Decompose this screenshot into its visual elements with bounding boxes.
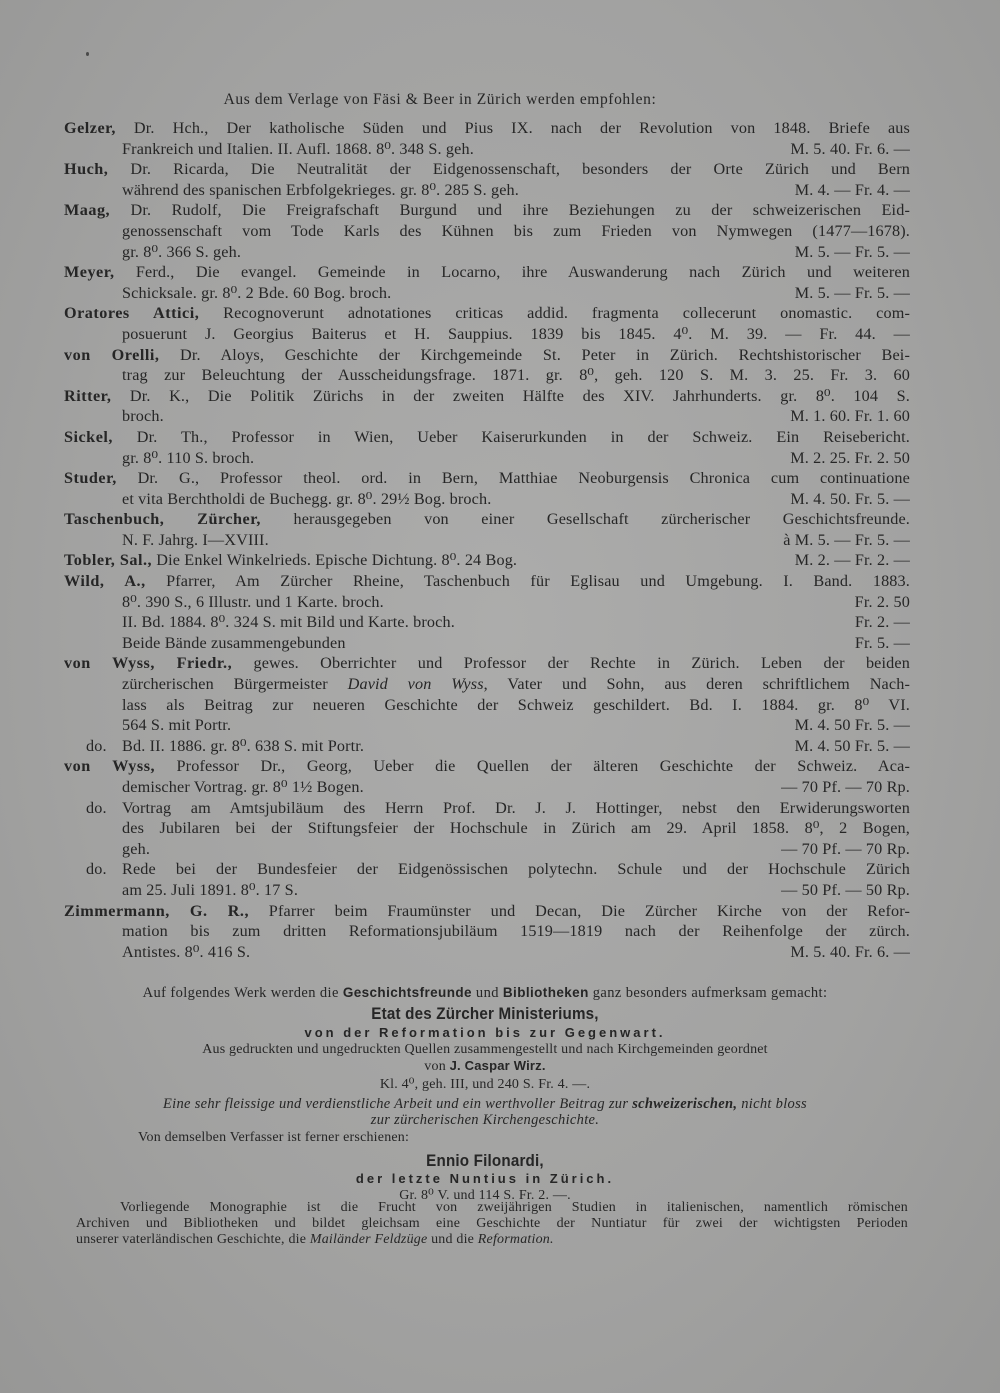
author-name: Studer, xyxy=(64,469,117,488)
para-text: unserer vaterländischen Geschichte, die xyxy=(76,1232,310,1247)
entry-line-body xyxy=(122,921,910,942)
entry-line xyxy=(64,818,910,839)
entry-title: Dr. Th., Professor in Wien, Ueber Kaiserurkunden in der Schweiz. Ein Reisebericht. xyxy=(112,427,910,446)
book-entry xyxy=(64,571,910,653)
book-entry xyxy=(64,262,910,303)
featured-author: J. Caspar Wirz. xyxy=(449,1058,546,1073)
ditto-mark: do. xyxy=(86,860,107,879)
entry-text: Beide Bände zusammengebunden xyxy=(122,633,346,652)
entry-line-body xyxy=(122,613,455,631)
entry-title: Ferd., Die evangel. Gemeinde in Locarno, ihre Auswanderung nach Zürich und weiteren xyxy=(114,263,910,282)
description-paragraph xyxy=(76,1200,908,1248)
price: M. 5. — Fr. 5. — xyxy=(794,242,910,261)
entry-text: Frankreich und Italien. II. Aufl. 1868. 8⁰. 348 S. geh. xyxy=(122,139,474,158)
entry-line xyxy=(64,386,910,407)
entry-text: Antistes. 8⁰. 416 S. xyxy=(122,942,251,961)
entry-line-body xyxy=(122,365,910,386)
entry-line xyxy=(64,550,910,571)
ink-speck xyxy=(86,52,89,56)
author-name: Huch, xyxy=(64,160,109,179)
book-entry xyxy=(64,200,910,262)
entry-text: mation bis zum dritten Reformationsjubiläum 1519—1819 nach der Reihenfolge der zürch. xyxy=(122,922,910,941)
praise-bold: schweizerischen, xyxy=(632,1096,738,1112)
praise-text-2: nicht bloss xyxy=(737,1096,807,1112)
price: M. 5. 40. Fr. 6. — xyxy=(790,139,910,158)
entry-line xyxy=(64,200,910,221)
book-entry xyxy=(64,159,910,200)
entry-text: 8⁰. 390 S., 6 Illustr. und 1 Karte. broch. xyxy=(122,592,384,611)
book-entry xyxy=(64,756,910,900)
entry-line xyxy=(64,592,910,613)
price: — 50 Pf. — 50 Rp. xyxy=(781,880,910,899)
entry-line xyxy=(64,530,910,551)
entry-title: Recognoverunt adnotationes criticas addid. fragmenta collecerunt onomastic. com- xyxy=(199,304,910,323)
entry-line xyxy=(64,303,910,324)
entry-text: des Jubilaren bei der Stiftungsfeier der Hochschule in Zürich am 29. April 1858. 8⁰, 2 Bogen, xyxy=(122,819,910,838)
notice-intro xyxy=(60,985,910,1001)
entry-line xyxy=(64,653,910,674)
entry-line xyxy=(64,118,910,139)
author-name: von Orelli, xyxy=(64,345,160,364)
praise-line-1 xyxy=(60,1096,910,1112)
ditto-mark: do. xyxy=(86,736,107,755)
featured-title: Etat des Zürcher Ministeriums, xyxy=(371,1005,599,1023)
entry-text: Schicksale. gr. 8⁰. 2 Bde. 60 Bog. broch. xyxy=(122,283,392,302)
para-line-1: Vorliegende Monographie ist die Frucht von zweijährigen Studien in italienischen, namentlich römischen xyxy=(120,1200,908,1215)
entry-title: Dr. Ricarda, Die Neutralität der Eidgenossenschaft, besonders der Orte Zürich und Bern xyxy=(108,160,910,179)
intro-bold-2: Bibliotheken xyxy=(502,985,589,1000)
featured-format: Kl. 4⁰, geh. III, und 240 S. Fr. 4. —. xyxy=(379,1077,591,1092)
entry-line-body xyxy=(122,324,910,345)
entry-text: genossenschaft vom Tode Karls des Kühnen bis zum Frieden von Nymwegen (1477—1678). xyxy=(122,221,910,240)
para-line-2: Archiven und Bibliotheken und bildet gleichsam eine Geschichte der Nuntiatur für zwei der wichtigsten Perioden xyxy=(76,1216,908,1231)
entry-text: trag zur Beleuchtung der Ausscheidungsfrage. 1871. gr. 8⁰, geh. 120 S. M. 3. 25. Fr. 3. 60 xyxy=(122,366,910,385)
price: M. 1. 60. Fr. 1. 60 xyxy=(790,407,910,426)
intro-bold-1: Geschichtsfreunde xyxy=(342,985,472,1000)
praise-text: Eine sehr fleissige und verdienstliche Arbeit und ein werthvoller Beitrag zur xyxy=(163,1096,633,1112)
author-name: Gelzer, xyxy=(64,119,116,137)
entry-line xyxy=(64,159,910,180)
entry-line-body xyxy=(64,551,517,569)
entry-text: geh. xyxy=(122,839,151,858)
entry-line-body xyxy=(64,756,910,777)
entry-line-body xyxy=(64,262,910,283)
entry-title: Dr. K., Die Politik Zürichs in der zweiten Hälfte des XIV. Jahrhunderts. gr. 8⁰. 104 S. xyxy=(111,386,910,405)
entry-line xyxy=(64,942,910,963)
entry-line xyxy=(64,427,910,448)
para-line-3 xyxy=(76,1232,908,1248)
entry-line-body xyxy=(122,859,910,880)
entry-line-body xyxy=(64,345,910,366)
price: à M. 5. — Fr. 5. — xyxy=(783,530,910,549)
by-text: von xyxy=(424,1059,450,1074)
entry-text: broch. xyxy=(122,407,164,426)
entry-line-body xyxy=(64,200,910,221)
price: M. 4. — Fr. 4. — xyxy=(794,180,910,199)
entry-line-body xyxy=(122,798,910,819)
second-format: Gr. 8⁰ V. und 114 S. Fr. 2. —. xyxy=(399,1188,571,1203)
entry-line xyxy=(64,901,910,922)
entry-line-body xyxy=(122,449,254,467)
entry-text: Bd. II. 1886. gr. 8⁰. 638 S. mit Portr. xyxy=(122,736,365,755)
author-name: Ritter, xyxy=(64,386,112,405)
entry-title: Die Enkel Winkelrieds. Epische Dichtung. 8⁰. 24 Bog. xyxy=(152,551,518,570)
entry-text: II. Bd. 1884. 8⁰. 324 S. mit Bild und Karte. broch. xyxy=(122,613,455,632)
entry-line-body xyxy=(122,695,910,716)
entry-line xyxy=(64,406,910,427)
entry-line xyxy=(64,756,910,777)
entry-text: posuerunt J. Georgius Baiterus et H. Sauppius. 1839 bis 1845. 4⁰. M. 39. — Fr. 44. — xyxy=(122,324,910,343)
book-list xyxy=(64,118,910,962)
author-name: von Wyss, Friedr., xyxy=(64,654,233,673)
entry-line-body xyxy=(64,653,910,674)
entry-text: zürcherischen Bürgermeister David von Wyss, Vater und Sohn, aus deren schriftlichem Nach- xyxy=(122,675,910,694)
book-entry xyxy=(64,118,910,159)
entry-line-body xyxy=(122,674,910,695)
price: M. 5. 40. Fr. 6. — xyxy=(790,942,910,961)
entry-line-body xyxy=(122,840,150,858)
entry-title: gewes. Oberrichter und Professor der Rechte in Zürich. Leben der beiden xyxy=(232,654,910,673)
intro-text-2: und xyxy=(471,985,503,1001)
book-entry xyxy=(64,509,910,550)
intro-text-3: ganz besonders aufmerksam gemacht: xyxy=(588,985,828,1001)
book-entry xyxy=(64,303,910,344)
entry-line-body xyxy=(64,901,910,922)
ditto-mark: do. xyxy=(86,798,107,817)
book-entry xyxy=(64,345,910,386)
entry-text: 564 S. mit Portr. xyxy=(122,716,232,735)
entry-line-body xyxy=(122,778,364,796)
entry-text: demischer Vortrag. gr. 8⁰ 1½ Bogen. xyxy=(122,778,364,796)
entry-line xyxy=(64,839,910,860)
entry-line xyxy=(64,180,910,201)
entry-line xyxy=(64,139,910,160)
price: Fr. 5. — xyxy=(854,633,910,652)
author-name: Maag, xyxy=(64,201,111,220)
entry-line-body xyxy=(64,303,910,324)
entry-text: gr. 8⁰. 366 S. geh. xyxy=(122,242,242,261)
entry-line-body xyxy=(64,571,910,592)
entry-line xyxy=(64,283,910,304)
publisher-header xyxy=(0,91,1000,109)
author-name: Oratores Attici, xyxy=(64,304,200,323)
price: — 70 Pf. — 70 Rp. xyxy=(781,839,910,858)
entry-text: N. F. Jahrg. I—XVIII. xyxy=(122,530,269,549)
entry-line xyxy=(64,571,910,592)
entry-line-body xyxy=(64,118,910,139)
entry-text: Rede bei der Bundesfeier der Eidgenössischen polytechn. Schule und der Hochschule Zürich xyxy=(122,860,910,879)
header-text: Aus dem Verlage von Fäsi & Beer in Zürich werden empfohlen: xyxy=(223,91,657,108)
entry-line xyxy=(64,509,910,530)
book-entry xyxy=(64,653,910,756)
entry-line-body xyxy=(64,427,910,448)
author-name: Sickel, xyxy=(64,427,113,446)
entry-line-body xyxy=(122,490,491,508)
entry-text: während des spanischen Erbfolgekrieges. gr. 8⁰. 285 S. geh. xyxy=(122,180,520,199)
entry-line-body xyxy=(122,140,474,158)
entry-title: Professor Dr., Georg, Ueber die Quellen der älteren Geschichte der Schweiz. Aca- xyxy=(155,757,910,776)
featured-byline xyxy=(60,1058,910,1074)
entry-line xyxy=(64,736,910,757)
entry-title: Pfarrer, Am Zürcher Rheine, Taschenbuch für Eglisau und Umgebung. I. Band. 1883. xyxy=(145,572,910,591)
para-text-2: und die xyxy=(427,1232,478,1247)
second-subtitle: der letzte Nuntius in Zürich. xyxy=(355,1171,615,1186)
entry-line xyxy=(64,921,910,942)
entry-title: Pfarrer beim Fraumünster und Decan, Die Zürcher Kirche von der Refor- xyxy=(249,901,910,920)
price: Fr. 2. — xyxy=(854,613,910,632)
entry-line xyxy=(64,695,910,716)
entry-title: Dr. Hch., Der katholische Süden und Pius IX. nach der Revolution von 1848. Briefe aus xyxy=(115,119,910,137)
featured-subtitle: von der Reformation bis zur Gegenwart. xyxy=(304,1025,666,1040)
entry-line-body xyxy=(122,181,519,199)
intro-text: Auf folgendes Werk werden die xyxy=(142,985,343,1001)
entry-line xyxy=(64,242,910,263)
entry-line xyxy=(64,262,910,283)
para-italic-1: Mailänder Feldzüge xyxy=(309,1232,428,1247)
entry-line-body xyxy=(122,284,391,302)
entry-line-body xyxy=(122,221,910,242)
price: M. 4. 50 Fr. 5. — xyxy=(794,736,910,755)
entry-line-body xyxy=(122,737,364,755)
entry-line xyxy=(64,859,910,880)
entry-line xyxy=(64,715,910,736)
entry-line-body xyxy=(64,159,910,180)
entry-line xyxy=(64,880,910,901)
entry-line-body xyxy=(122,943,250,961)
entry-text: lass als Beitrag zur neueren Geschichte der Schweiz geschildert. Bd. I. 1884. gr. 8⁰ VI. xyxy=(122,695,910,714)
author-name: Taschenbuch, Zürcher, xyxy=(64,510,261,529)
entry-line xyxy=(64,324,910,345)
entry-title: Dr. G., Professor theol. ord. in Bern, Matthiae Neoburgensis Chronica cum continuatione xyxy=(116,469,910,488)
entry-line xyxy=(64,612,910,633)
book-entry xyxy=(64,427,910,468)
entry-line-body xyxy=(122,243,241,261)
price: Fr. 2. 50 xyxy=(854,592,910,611)
second-title: Ennio Filonardi, xyxy=(426,1152,544,1170)
entry-line-body xyxy=(122,716,231,734)
entry-line xyxy=(64,221,910,242)
entry-title: Dr. Rudolf, Die Freigrafschaft Burgund und ihre Beziehungen zu der schweizerischen Eid- xyxy=(110,201,910,220)
price: M. 2. 25. Fr. 2. 50 xyxy=(790,448,910,467)
featured-notice xyxy=(60,985,910,1204)
entry-line xyxy=(64,777,910,798)
price: M. 2. — Fr. 2. — xyxy=(794,551,910,570)
entry-line-body xyxy=(122,593,384,611)
entry-line-body xyxy=(64,468,910,489)
price: M. 5. — Fr. 5. — xyxy=(794,283,910,302)
entry-text: gr. 8⁰. 110 S. broch. xyxy=(122,448,255,467)
author-name: Tobler, Sal., xyxy=(64,551,153,570)
entry-line-body xyxy=(122,531,269,549)
price: M. 4. 50. Fr. 5. — xyxy=(790,489,910,508)
price: — 70 Pf. — 70 Rp. xyxy=(781,778,910,796)
book-entry xyxy=(64,468,910,509)
praise-line-2: zur zürcherischen Kirchengeschichte. xyxy=(370,1112,600,1128)
entry-line-body xyxy=(122,881,298,899)
entry-line xyxy=(64,798,910,819)
author-name: Wild, A., xyxy=(64,572,146,591)
para-italic-2: Reformation. xyxy=(477,1232,554,1247)
entry-line-body xyxy=(122,634,346,652)
entry-line xyxy=(64,674,910,695)
entry-text: et vita Berchtholdi de Buchegg. gr. 8⁰. 29½ Bog. broch. xyxy=(122,489,492,508)
entry-title: herausgegeben von einer Gesellschaft zürcherischer Geschichtsfreunde. xyxy=(260,510,910,529)
entry-line xyxy=(64,633,910,654)
book-entry xyxy=(64,901,910,963)
entry-line xyxy=(64,448,910,469)
author-name: Meyer, xyxy=(64,263,115,282)
entry-line-body xyxy=(64,509,910,530)
entry-line-body xyxy=(122,407,164,425)
book-entry xyxy=(64,550,910,571)
entry-line xyxy=(64,365,910,386)
entry-line xyxy=(64,468,910,489)
also-published: Von demselben Verfasser ist ferner erschienen: xyxy=(138,1130,410,1145)
entry-line-body xyxy=(122,818,910,839)
entry-line xyxy=(64,489,910,510)
featured-source: Aus gedruckten und ungedruckten Quellen zusammengestellt und nach Kirchgemeinden geordnet xyxy=(202,1042,768,1057)
entry-text: Vortrag am Amtsjubiläum des Herrn Prof. Dr. J. J. Hottinger, nebst den Erwiderungsworten xyxy=(122,798,910,817)
author-name: von Wyss, xyxy=(64,757,156,776)
entry-title: Dr. Aloys, Geschichte der Kirchgemeinde St. Peter in Zürich. Rechtshistorischer Bei- xyxy=(159,345,910,364)
book-entry xyxy=(64,386,910,427)
entry-line-body xyxy=(64,386,910,407)
italic-name: David von Wyss xyxy=(347,675,484,694)
entry-line xyxy=(64,345,910,366)
entry-text: am 25. Juli 1891. 8⁰. 17 S. xyxy=(122,880,299,899)
price: M. 4. 50 Fr. 5. — xyxy=(794,716,910,735)
author-name: Zimmermann, G. R., xyxy=(64,901,249,920)
